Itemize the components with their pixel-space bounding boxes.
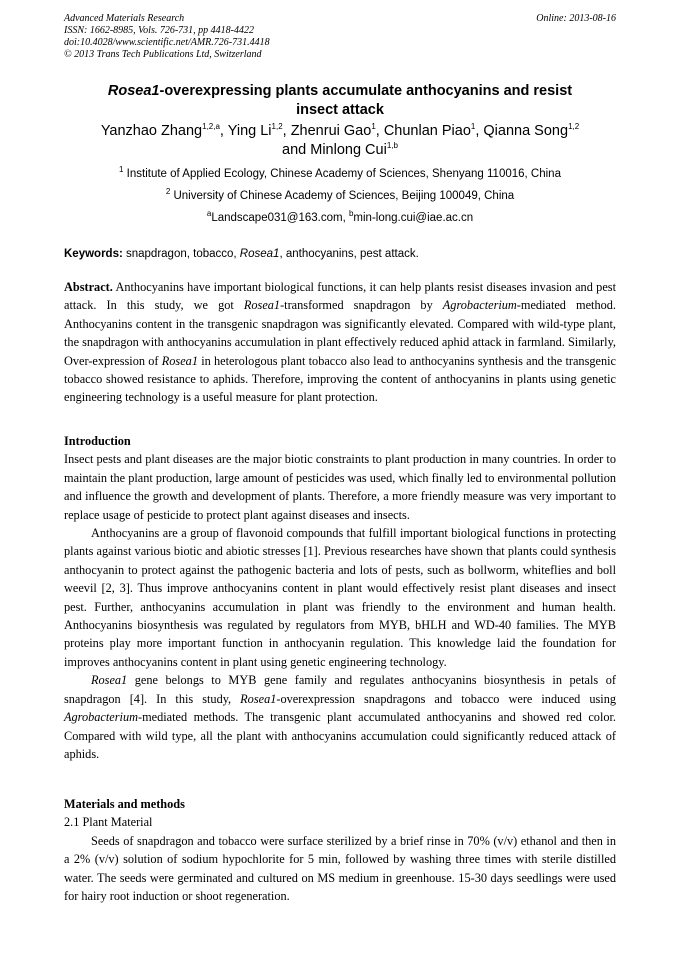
intro-paragraph-1: Insect pests and plant diseases are the major biotic constraints to plant production in many countries. In order to maintain the plant production, large amount of pesticides was used, which finally led to environmental pollution and influence the growth and development of plants. Therefore, a more friendly measure was very important to replace usage of pesticide to protect plant against diseases and insects.: [64, 452, 616, 522]
abstract-italic: Rosea1: [243, 298, 281, 313]
email-mark: b: [348, 209, 354, 219]
author-name: , Chunlan Piao: [375, 123, 471, 139]
abstract-italic: Agrobacterium: [442, 298, 517, 313]
methods-section: [64, 795, 616, 905]
paper-title: [64, 82, 616, 120]
abstract-italic: Rosea1: [161, 353, 198, 368]
abstract-text: -mediated method. Anthocyanins content in the transgenic snapdragon was significantly elevated. Compared with wild-type plant, the snapdragon with anthocyanins accumulation in plant effectively reduced aphid attack in farmland. Similarly, Over-expression of: [64, 298, 616, 368]
author-name: , Qianna Song: [475, 123, 569, 139]
author-name: and Minlong Cui: [282, 142, 387, 158]
abstract-paragraph: [64, 278, 616, 407]
author-name: Yanzhao Zhang: [100, 123, 203, 139]
intro-text: -mediated methods. The transgenic plant accumulated anthocyanins and showed red color. Compared with wild type, all the plant with anthocyanins accumulation could significantly reduced attack of aphids.: [64, 710, 616, 761]
subsection-heading: 2.1 Plant Material: [64, 815, 153, 830]
keywords-line: [64, 247, 616, 261]
title-gene-name: Rosea1: [107, 83, 160, 99]
affiliation-number: 1: [119, 165, 124, 175]
author-emails: [64, 211, 616, 225]
author-affil-mark: 1: [470, 122, 476, 132]
abstract-text: Anthocyanins have important biological functions, it can help plants resist diseases invasion and pest attack. In this study, we got: [64, 280, 616, 313]
keywords-text: , anthocyanins, pest attack.: [279, 248, 419, 260]
affiliation-text: University of Chinese Academy of Sciences, Beijing 100049, China: [170, 190, 515, 202]
journal-name: Advanced Materials Research: [64, 13, 185, 24]
email-b: min-long.cui@iae.ac.cn: [353, 212, 474, 224]
abstract-text: -transformed snapdragon by: [280, 298, 443, 313]
affiliation-number: 2: [165, 187, 171, 197]
title-line1: -overexpressing plants accumulate anthocyanins and resist: [159, 83, 573, 99]
doi-line: doi:10.4028/www.scientific.net/AMR.726-731.4418: [64, 37, 270, 48]
keywords-label: Keywords:: [64, 248, 123, 260]
author-list: [64, 122, 616, 160]
affiliation-text: Institute of Applied Ecology, Chinese Academy of Sciences, Shenyang 110016, China: [123, 168, 561, 180]
intro-text: -overexpression snapdragons and tobacco were induced using: [276, 691, 616, 706]
keywords-text: snapdragon, tobacco,: [122, 248, 240, 260]
affiliation-1: [64, 167, 616, 181]
affiliation-2: [64, 189, 616, 203]
section-heading: Materials and methods: [64, 797, 185, 811]
intro-italic: Rosea1: [240, 691, 277, 706]
online-date: Online: 2013-08-16: [536, 13, 616, 24]
intro-italic: Agrobacterium: [64, 710, 138, 725]
journal-header: [64, 13, 616, 61]
title-line2: insect attack: [296, 102, 384, 118]
copyright-line: © 2013 Trans Tech Publications Ltd, Switzerland: [64, 49, 262, 60]
author-name: , Zhenrui Gao: [282, 123, 372, 139]
intro-italic: Rosea1: [91, 673, 128, 688]
author-name: , Ying Li: [219, 123, 272, 139]
abstract: [64, 278, 616, 407]
email-mark: a: [206, 209, 212, 219]
author-affil-mark: 1: [371, 122, 376, 132]
email-a: Landscape031@163.com,: [211, 212, 349, 224]
abstract-text: in heterologous plant tobacco also lead to anthocyanins synthesis and the transgenic tobacco showed resistance to aphids. Therefore, improving the content of anthocyanins in plants using genetic engineering technology is a useful measure for plant protection.: [64, 353, 616, 405]
author-affil-mark: 1,2,a: [202, 122, 220, 132]
intro-paragraph-2: Anthocyanins are a group of flavonoid compounds that fulfill important biological functions in protecting plants against various biotic and abiotic stresses [1]. Previous researches have shown that plants could synthesis anthocyanin to protect against the pathogenic bacteria and lots of pests, such as bollworm, whiteflies and boll weevil [2, 3]. Thus improve anthocyanins content in plant would effectively resist plant diseases and insect pest. Further, anthocyanins accumulation in plant was friendly to the environment and human health. Anthocyanins biosynthesis was regulated by regulators from MYB, bHLH and WD-40 families. The MYB proteins play more important function in anthocyanin regulation. This knowledge laid the foundation for improves anthocyanins content in plant using genetic engineering technology.: [64, 526, 616, 669]
author-affil-mark: 1,2: [271, 122, 283, 132]
introduction-section: [64, 432, 616, 763]
author-affil-mark: 1,b: [386, 141, 398, 151]
intro-paragraph-3: [64, 671, 616, 763]
author-affil-mark: 1,2: [568, 122, 580, 132]
keywords-gene: Rosea1: [239, 248, 280, 260]
methods-paragraph-1: Seeds of snapdragon and tobacco were surface sterilized by a brief rinse in 70% (v/v) ethanol and then in a 2% (v/v) solution of sodium hypochlorite for 5 min, followed by washing three times with sterile distilled water. The seeds were germinated and cultured on MS medium in greenhouse. 15-30 days seedlings were used for hairy root induction or shoot regeneration.: [64, 833, 616, 904]
issn-line: ISSN: 1662-8985, Vols. 726-731, pp 4418-4422: [64, 25, 254, 36]
abstract-label: Abstract.: [64, 280, 113, 294]
section-heading: Introduction: [64, 434, 131, 448]
intro-text: gene belongs to MYB gene family and regulates anthocyanins biosynthesis in petals of snapdragon [4]. In this study,: [64, 673, 616, 706]
